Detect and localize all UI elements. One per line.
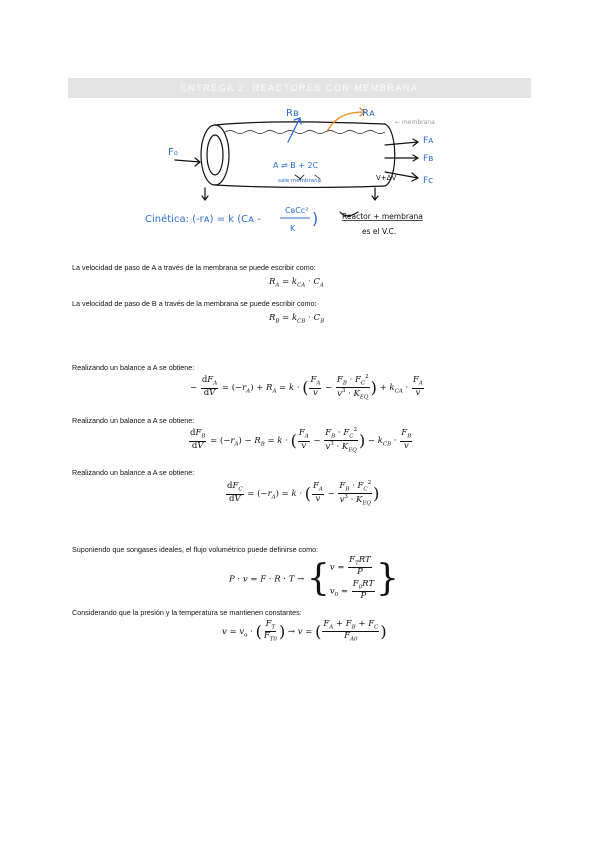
ideal-gas-text: Suponiendo que songases ideales, el flujo volumétrico puede definirse como: [72, 545, 319, 554]
kinetics-label: Cinética: (-rᴀ) = k (Cᴀ - [145, 214, 261, 225]
kinetics-denominator: K [290, 224, 296, 233]
equation-rb: $R_B = k_{CB} \cdot C_B$ [269, 313, 325, 325]
kinetics-numerator: CʙCᴄ² [285, 206, 309, 215]
reactor-top-wall [215, 122, 385, 125]
reaction-label: A ⇌ B + 2C [273, 161, 319, 170]
vc-label-1: Reactor + membrana [342, 212, 423, 221]
equation-flow: $v = v_o$ · ( $\frac{F_T}{F_{T0}}$ ) → v = ( $\frac{F_A + F_B + F_C}{F_{A0}}$ ) [222, 619, 387, 643]
equation-ra: $R_A = k_{CA} \cdot C_A$ [269, 277, 324, 289]
constant-text: Considerando que la presión y la temperatura se mantienen constantes: [72, 608, 302, 617]
balance-2-text: Realizando un balance a A se obtiene: [72, 416, 195, 425]
equation-balance-c: $\frac{dF_C}{dV}$ = $(-r_A) = k$ · ( $\frac{F_A}{v}$ − $\frac{F_B \cdot F_C^2}{v^3 \cdot K_{EQ}}$ ) [227, 480, 380, 507]
fa-arrow [385, 139, 418, 146]
reaction-note: sale membrana [278, 178, 321, 184]
inlet-down-arrow [202, 188, 208, 200]
fc-label: Fᴄ [423, 176, 434, 186]
reactor-inlet-ellipse [201, 125, 229, 185]
vc-label-2: es el V.C. [362, 227, 397, 236]
reactor-sketch [140, 100, 460, 245]
equation-ideal-gas: P · v = F · R · T → { v = $\frac{F_TRT}{P}$ $v_0$ = $\frac{F_0RT}{P}$ } [229, 555, 399, 601]
membrane-note: ← membrana [395, 119, 435, 126]
section-title-banner [68, 78, 531, 98]
rate-b-text: La velocidad de paso de B a través de la membrana se puede escribir como: [72, 299, 317, 308]
feed-arrow [175, 158, 200, 166]
equation-balance-a: − $\frac{dF_A}{dV}$ = $(-r_A) + R_A = k$ · ( $\frac{F_A}{v}$ − $\frac{F_B \cdot F_C^2}{v^3 \cdot K_{EQ}}$ ) + $k_{CA}$ · $\frac{F_A}{v}$ [190, 374, 423, 401]
reactor-inner-ellipse [207, 135, 223, 175]
equation-balance-b: $\frac{dF_B}{dV}$ = $(-r_A) - R_B = k$ · ( $\frac{F_A}{v}$ − $\frac{F_B \cdot F_C^2}{v^3 \cdot K_{EQ}}$ ) − $k_{CB}$ · $\frac{F_B}{v}$ [190, 427, 412, 454]
rb-label: Rʙ [286, 108, 299, 119]
outlet-down-arrow [372, 188, 378, 200]
membrane-wave [225, 131, 385, 134]
feed-label: F₀ [168, 147, 178, 158]
balance-3-text: Realizando un balance a A se obtiene: [72, 468, 195, 477]
kinetics-close-paren: ) [312, 209, 319, 228]
section-title: ENTREGA 2: REACTORES CON MEMBRANA [180, 83, 419, 93]
reactor-bottom-wall [215, 185, 385, 187]
ra-label: Rᴀ [362, 108, 375, 119]
balance-1-text: Realizando un balance a A se obtiene: [72, 363, 195, 372]
fa-label: Fᴀ [423, 136, 434, 146]
ra-arrow [328, 108, 365, 130]
fb-arrow [385, 155, 418, 161]
volume-label: V+ΔV [376, 174, 397, 182]
fb-label: Fʙ [423, 154, 434, 164]
rate-a-text: La velocidad de paso de A a través de la membrana se puede escribir como: [72, 263, 316, 272]
